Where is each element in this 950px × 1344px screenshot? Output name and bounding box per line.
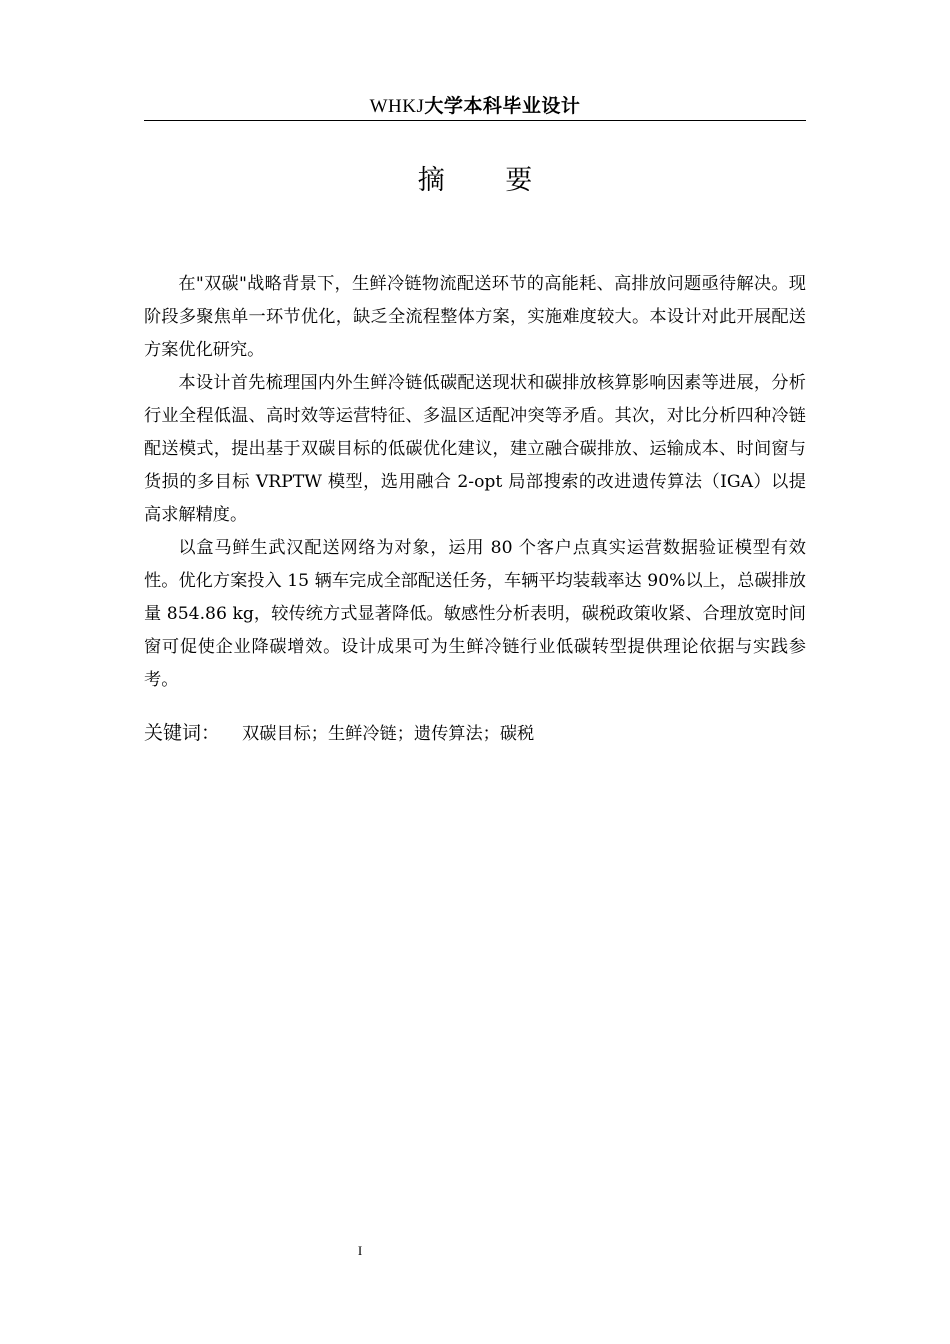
abstract-paragraph-3: 以盒马鲜生武汉配送网络为对象，运用 80 个客户点真实运营数据验证模型有效性。优化方案投入 15 辆车完成全部配送任务，车辆平均装载率达 90%以上，总碳排放量 854.86 kg，较传统方式显著降低。敏感性分析表明，碳税政策收紧、合理放宽时间窗可促使企业降碳增效。设计成果可为生鲜冷链行业低碳转型提供理论依据与实践参考。 [144, 538, 806, 690]
header-cjk-text: 大学本科毕业设计 [424, 95, 581, 117]
header-latin-text: WHKJ [369, 96, 425, 117]
page-number: I [357, 1243, 363, 1258]
abstract-title: 摘 要 [417, 165, 559, 196]
keywords-line [144, 716, 806, 751]
running-header [144, 92, 806, 120]
abstract-paragraph-1: 在"双碳"战略背景下，生鲜冷链物流配送环节的高能耗、高排放问题亟待解决。现阶段多聚焦单一环节优化，缺乏全流程整体方案，实施难度较大。本设计对此开展配送方案优化研究。 [144, 274, 806, 360]
keywords-list: 双碳目标；生鲜冷链；遗传算法；碳税 [242, 724, 535, 744]
abstract-body [144, 268, 806, 697]
abstract-paragraph-2: 本设计首先梳理国内外生鲜冷链低碳配送现状和碳排放核算影响因素等进展，分析行业全程低温、高时效等运营特征、多温区适配冲突等矛盾。其次，对比分析四种冷链配送模式，提出基于双碳目标的低碳优化建议，建立融合碳排放、运输成本、时间窗与货损的多目标 VRPTW 模型，选用融合 2-opt 局部搜索的改进遗传算法（IGA）以提高求解精度。 [144, 373, 806, 525]
header-rule [144, 120, 806, 121]
keywords-label: 关键词： [144, 722, 221, 744]
